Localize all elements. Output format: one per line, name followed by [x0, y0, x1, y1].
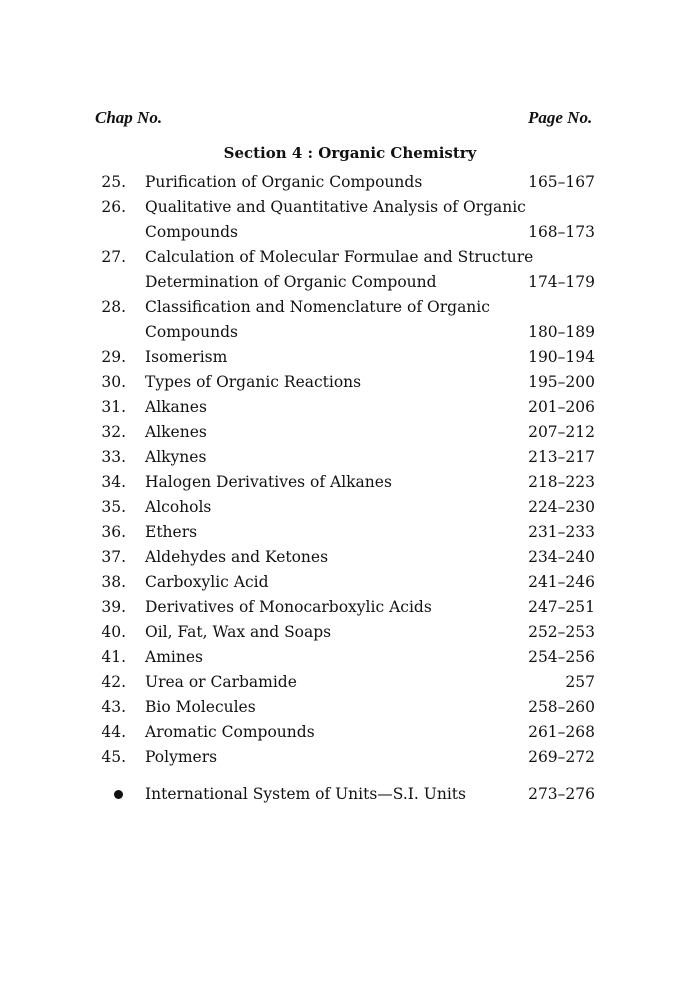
appendix-entry [0, 782, 699, 807]
toc-entry-line [0, 245, 699, 270]
chapter-number: 28. [101, 298, 126, 316]
toc-entry-line [0, 445, 699, 470]
chapter-title: Compounds [145, 223, 238, 241]
page-no-header: Page No. [528, 108, 593, 127]
chapter-title: Oil, Fat, Wax and Soaps [145, 623, 332, 641]
page-range: 252–253 [528, 623, 595, 641]
toc-entry-line [0, 395, 699, 420]
toc-entry-line [0, 470, 699, 495]
toc-entry-line [0, 720, 699, 745]
page-range: 269–272 [528, 748, 595, 766]
page-range: 254–256 [528, 648, 595, 666]
toc-entry-line [0, 295, 699, 320]
chapter-title: Aldehydes and Ketones [145, 548, 329, 566]
chapter-title: Determination of Organic Compound [145, 273, 437, 291]
page-range: 165–167 [528, 173, 595, 191]
page-range: 207–212 [528, 423, 595, 441]
chapter-number: 35. [101, 498, 126, 516]
toc-entry-line [0, 270, 699, 295]
chapter-title: Bio Molecules [145, 698, 256, 716]
chapter-number: 31. [101, 398, 126, 416]
toc-entry-line [0, 195, 699, 220]
chapter-title: Polymers [145, 748, 218, 766]
toc-entry-line [0, 345, 699, 370]
page-range: 168–173 [528, 223, 595, 241]
page-range: 234–240 [528, 548, 595, 566]
spacer [0, 770, 699, 782]
chapter-title: Amines [145, 648, 203, 666]
chapter-title: Ethers [145, 523, 198, 541]
chapter-title: Halogen Derivatives of Alkanes [145, 473, 392, 491]
chapter-number: 38. [101, 573, 126, 591]
page-range: 231–233 [528, 523, 595, 541]
chapter-number: 41. [101, 648, 126, 666]
toc-entry-line [0, 370, 699, 395]
page-range: 258–260 [528, 698, 595, 716]
page-range: 224–230 [528, 498, 595, 516]
chapter-title: Calculation of Molecular Formulae and Structure [145, 248, 534, 266]
chap-no-header: Chap No. [95, 108, 163, 127]
chapter-number: 30. [101, 373, 126, 391]
appendix-title: International System of Units—S.I. Units [145, 785, 466, 803]
toc-entry-line [0, 495, 699, 520]
toc-entry-line [0, 570, 699, 595]
page-range: 174–179 [528, 273, 595, 291]
page-range: 257 [565, 673, 595, 691]
section-title: Section 4 : Organic Chemistry [223, 144, 477, 162]
chapter-number: 27. [101, 248, 126, 266]
chapter-title: Alcohols [145, 498, 212, 516]
page-range: 195–200 [528, 373, 595, 391]
chapter-title: Qualitative and Quantitative Analysis of Organic [145, 198, 526, 216]
page-range: 241–246 [528, 573, 595, 591]
chapter-number: 43. [101, 698, 126, 716]
chapter-title: Aromatic Compounds [145, 723, 315, 741]
page-range: 247–251 [528, 598, 595, 616]
toc-entry-line [0, 545, 699, 570]
chapter-title: Alkynes [145, 448, 207, 466]
chapter-title: Classification and Nomenclature of Organic [145, 298, 490, 316]
chapter-title: Purification of Organic Compounds [145, 173, 423, 191]
toc-entry-line [0, 170, 699, 195]
appendix-page-range: 273–276 [528, 785, 595, 803]
toc-entry-line [0, 420, 699, 445]
chapter-number: 42. [101, 673, 126, 691]
table-of-contents [0, 170, 699, 807]
toc-entry-line [0, 695, 699, 720]
bullet-icon [114, 790, 123, 799]
page-range: 201–206 [528, 398, 595, 416]
toc-entry-line [0, 745, 699, 770]
toc-entry-line [0, 320, 699, 345]
chapter-number: 45. [101, 748, 126, 766]
chapter-number: 37. [101, 548, 126, 566]
chapter-title: Isomerism [145, 348, 228, 366]
chapter-number: 36. [101, 523, 126, 541]
chapter-title: Alkanes [145, 398, 207, 416]
chapter-title: Alkenes [145, 423, 207, 441]
chapter-title: Derivatives of Monocarboxylic Acids [145, 598, 432, 616]
chapter-title: Types of Organic Reactions [145, 373, 362, 391]
page-range: 213–217 [528, 448, 595, 466]
toc-entry-line [0, 595, 699, 620]
chapter-number: 25. [101, 173, 126, 191]
toc-entry-line [0, 645, 699, 670]
chapter-number: 34. [101, 473, 126, 491]
chapter-number: 26. [101, 198, 126, 216]
toc-entry-line [0, 220, 699, 245]
chapter-title: Carboxylic Acid [145, 573, 269, 591]
toc-entry-line [0, 620, 699, 645]
chapter-number: 32. [101, 423, 126, 441]
chapter-number: 44. [101, 723, 126, 741]
page-range: 218–223 [528, 473, 595, 491]
chapter-number: 33. [101, 448, 126, 466]
page-range: 261–268 [528, 723, 595, 741]
page-range: 190–194 [528, 348, 595, 366]
chapter-number: 39. [101, 598, 126, 616]
chapter-number: 40. [101, 623, 126, 641]
page-range: 180–189 [528, 323, 595, 341]
chapter-title: Urea or Carbamide [145, 673, 297, 691]
chapter-number: 29. [101, 348, 126, 366]
toc-entry-line [0, 520, 699, 545]
chapter-title: Compounds [145, 323, 238, 341]
toc-entry-line [0, 670, 699, 695]
